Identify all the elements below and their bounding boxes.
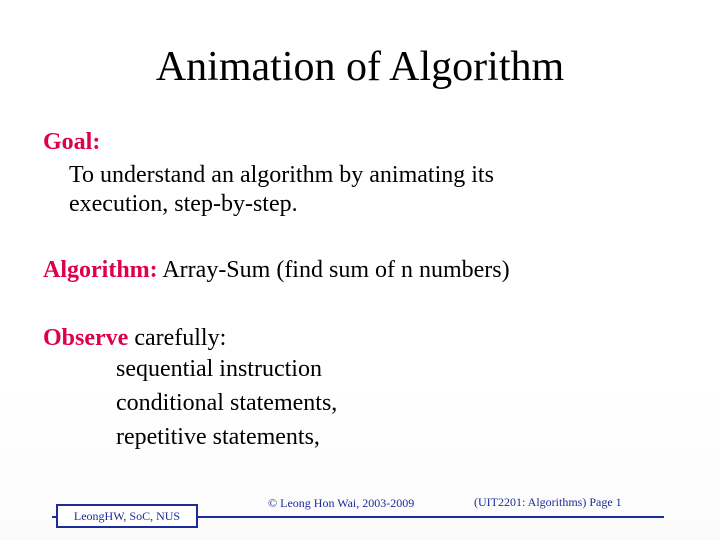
slide-title: Animation of Algorithm [155,44,565,90]
goal-label: Goal: [43,129,101,155]
observe-label: Observe [43,325,129,351]
algorithm-line [43,256,510,285]
goal-text [69,161,494,219]
goal-text-line-2: execution, step-by-step. [69,191,298,217]
observe-item-conditional: conditional statements, [116,390,338,416]
author-box: LeongHW, SoC, NUS [56,504,198,528]
algorithm-text: Array-Sum (find sum of n numbers) [162,257,510,283]
observe-line [43,324,226,353]
observe-item-sequential: sequential instruction [116,356,322,382]
page-reference: (UIT2201: Algorithms) Page 1 [474,495,622,509]
goal-text-line-1: To understand an algorithm by animating its [69,162,494,188]
observe-item-repetitive: repetitive statements, [116,424,320,450]
copyright-text: © Leong Hon Wai, 2003-2009 [268,496,415,510]
observe-text: carefully: [134,325,227,351]
algorithm-label: Algorithm: [43,257,158,283]
